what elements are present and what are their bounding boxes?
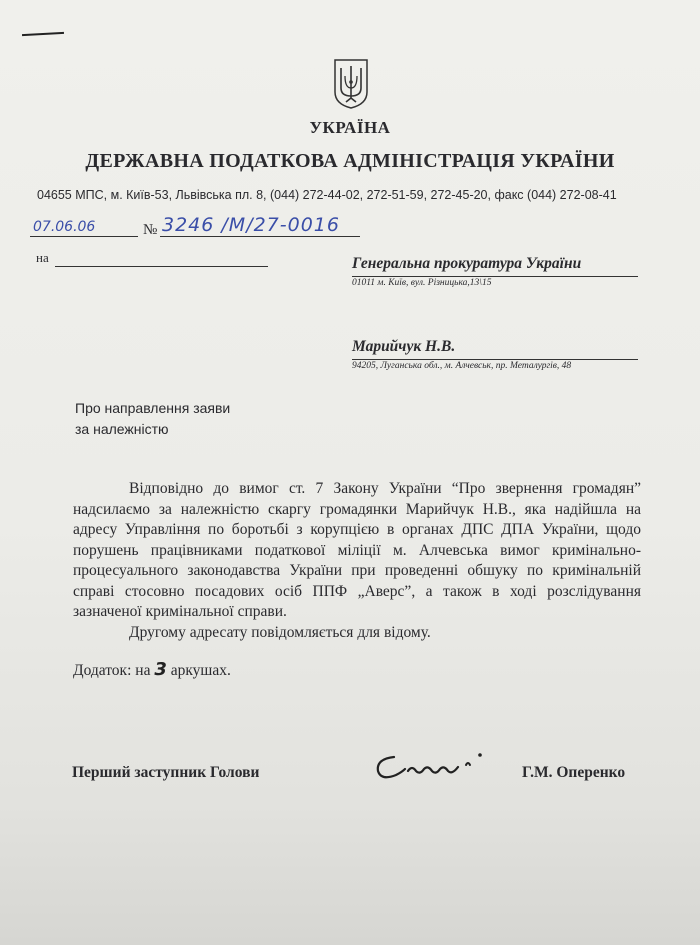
recipient-1-address: 01011 м. Київ, вул. Різницька,13\15: [352, 278, 492, 288]
recipient-1-line: [352, 276, 638, 277]
attachment-suffix: аркушах.: [170, 662, 231, 679]
country-title: УКРАЇНА: [309, 118, 391, 137]
letter-body: [73, 479, 641, 643]
na-label: на: [36, 250, 49, 265]
body-paragraph-2: Другому адресату повідомляється для відому.: [129, 623, 431, 641]
corner-mark: [22, 32, 64, 36]
recipient-2-name: Марийчук Н.В.: [352, 338, 456, 355]
na-line: [55, 266, 268, 267]
number-label: №: [143, 222, 158, 238]
registration-date: 07.06.06: [33, 219, 96, 235]
registration-number: 3246 /М/27-0016: [162, 214, 340, 236]
signer-position: Перший заступник Голови: [72, 764, 260, 781]
subject-line-2: за належністю: [75, 421, 169, 437]
agency-contacts: 04655 МПС, м. Київ-53, Львівська пл. 8, (044) 272-44-02, 272-51-59, 272-45-20, факс (044) 272-08-41: [37, 188, 617, 202]
attachment-count: 3: [154, 659, 167, 680]
body-paragraph-1: Відповідно до вимог ст. 7 Закону України “Про звернення громадян” надсилаємо за належністю скаргу громадянки Марийчук Н.В., яка надійшла на адресу Управління по боротьбі з корупцією в органах ДПС ДПА України, щодо порушень працівниками податкової міліції м. Алчевська вимог кримінально-процесуального законодавства України при проведенні обшуку по кримінальній справі стосовно посадових осіб ППФ „Аверс”, а також в ході розслідування зазначеної кримінальної справи.: [73, 480, 641, 620]
letter-subject: [75, 398, 230, 440]
agency-title: ДЕРЖАВНА ПОДАТКОВА АДМІНІСТРАЦІЯ УКРАЇНИ: [85, 150, 615, 172]
recipient-1-name: Генеральна прокуратура України: [352, 255, 582, 272]
subject-line-1: Про направлення заяви: [75, 400, 231, 416]
attachment-note: [73, 659, 231, 680]
trident-coat-of-arms-icon: [333, 58, 369, 110]
number-line: [160, 236, 360, 237]
date-line: [30, 236, 138, 237]
recipient-2-address: 94205, Луганська обл., м. Алчевськ, пр. Металургів, 48: [352, 361, 572, 371]
handwritten-signature: [372, 745, 492, 785]
recipient-2-line: [352, 359, 638, 360]
signer-name: Г.М. Оперенко: [522, 764, 626, 781]
attachment-prefix: Додаток: на: [73, 662, 151, 679]
